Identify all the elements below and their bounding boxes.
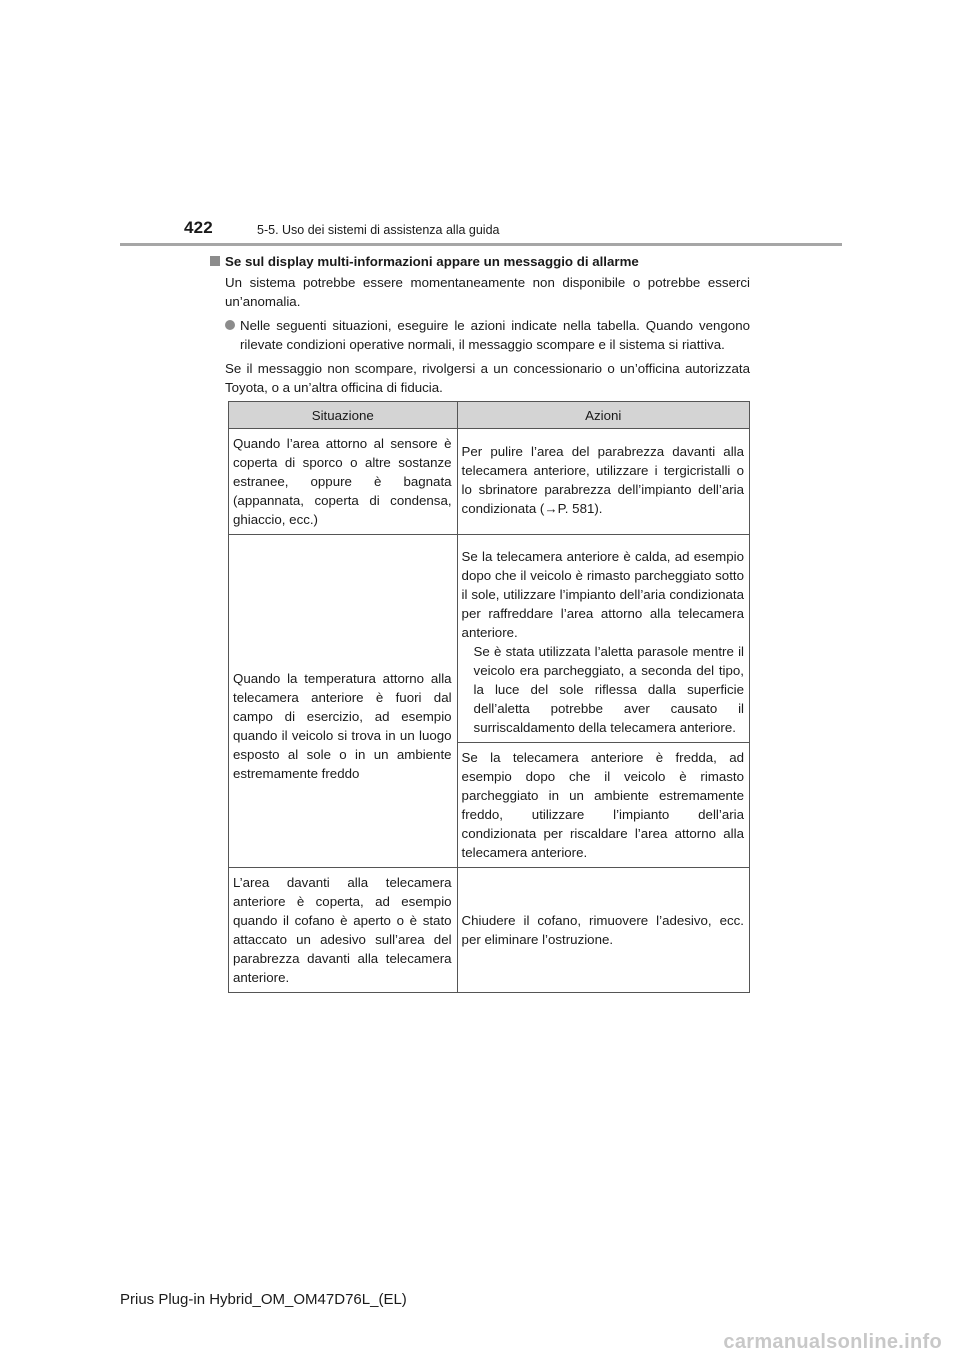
table-row [229, 429, 750, 535]
action-cell: Se la telecamera anteriore è fredda, ad esempio dopo che il veicolo è rimasto parcheggiato in un ambiente estremamente freddo, utilizzare l’impianto dell’aria condizionata per riscaldare l’area attorno alla telecamera anteriore. [457, 743, 749, 868]
circle-bullet-icon [225, 320, 235, 330]
section-heading [210, 252, 750, 271]
action-note: Se è stata utilizzata l’aletta parasole mentre il veicolo era parcheggiato, a seconda del tipo, la luce del sole riflessa dalla superficie dell’aletta potrebbe aver causato il surriscaldamento della telecamera anteriore. [473, 644, 744, 735]
action-cell: Per pulire l’area del parabrezza davanti alla telecamera anteriore, utilizzare i tergicristalli o lo sbrinatore parabrezza dell’impianto dell’aria condizionata (→P. 581). [457, 429, 749, 535]
section-heading-text: Se sul display multi-informazioni appare un messaggio di allarme [225, 254, 639, 269]
header-situation: Situazione [229, 402, 458, 429]
page-number: 422 [184, 218, 213, 237]
action-cell [457, 535, 749, 743]
table-row [229, 535, 750, 743]
watermark-text: carmanualsonline.info [723, 1331, 942, 1353]
section-title: 5-5. Uso dei sistemi di assistenza alla guida [257, 223, 500, 237]
table-row [229, 868, 750, 993]
bullet-item-text: Nelle seguenti situazioni, eseguire le azioni indicate nella tabella. Quando vengono rilevate condizioni operative normali, il messaggio scompare e il sistema si riattiva. [240, 318, 750, 352]
footer-text: Prius Plug-in Hybrid_OM_OM47D76L_(EL) [120, 1291, 407, 1308]
header-actions: Azioni [457, 402, 749, 429]
table-header-row [229, 402, 750, 429]
action-cell: Chiudere il cofano, rimuovere l’adesivo, ecc. per eliminare l’ostruzione. [457, 868, 749, 993]
situation-cell: L’area davanti alla telecamera anteriore è coperta, ad esempio quando il cofano è aperto o è stato attaccato un adesivo sull’area del parabrezza davanti alla telecamera anteriore. [229, 868, 458, 993]
situation-action-table [228, 401, 750, 993]
header-rule [120, 243, 842, 246]
situation-cell: Quando la temperatura attorno alla telecamera anteriore è fuori dal campo di esercizio, ad esempio quando il veicolo si trova in un luogo esposto al sole o in un ambiente estremamente freddo [229, 535, 458, 868]
square-bullet-icon [210, 256, 220, 266]
content [210, 252, 750, 397]
situation-cell: Quando l’area attorno al sensore è coperta di sporco o altre sostanze estranee, oppure è bagnata (appannata, coperta di condensa, ghiaccio, ecc.) [229, 429, 458, 535]
bullet-item [225, 316, 750, 354]
intro-paragraph: Un sistema potrebbe essere momentaneamente non disponibile o potrebbe esserci un’anomalia. [225, 275, 750, 309]
support-note: Se il messaggio non scompare, rivolgersi a un concessionario o un’officina autorizzata Toyota, o a un’altra officina di fiducia. [225, 361, 750, 395]
action-text: Se la telecamera anteriore è calda, ad esempio dopo che il veicolo è rimasto parcheggiato sotto il sole, utilizzare l’impianto dell’aria condizionata per raffreddare l’area attorno alla telecamera anteriore. [461, 549, 744, 640]
